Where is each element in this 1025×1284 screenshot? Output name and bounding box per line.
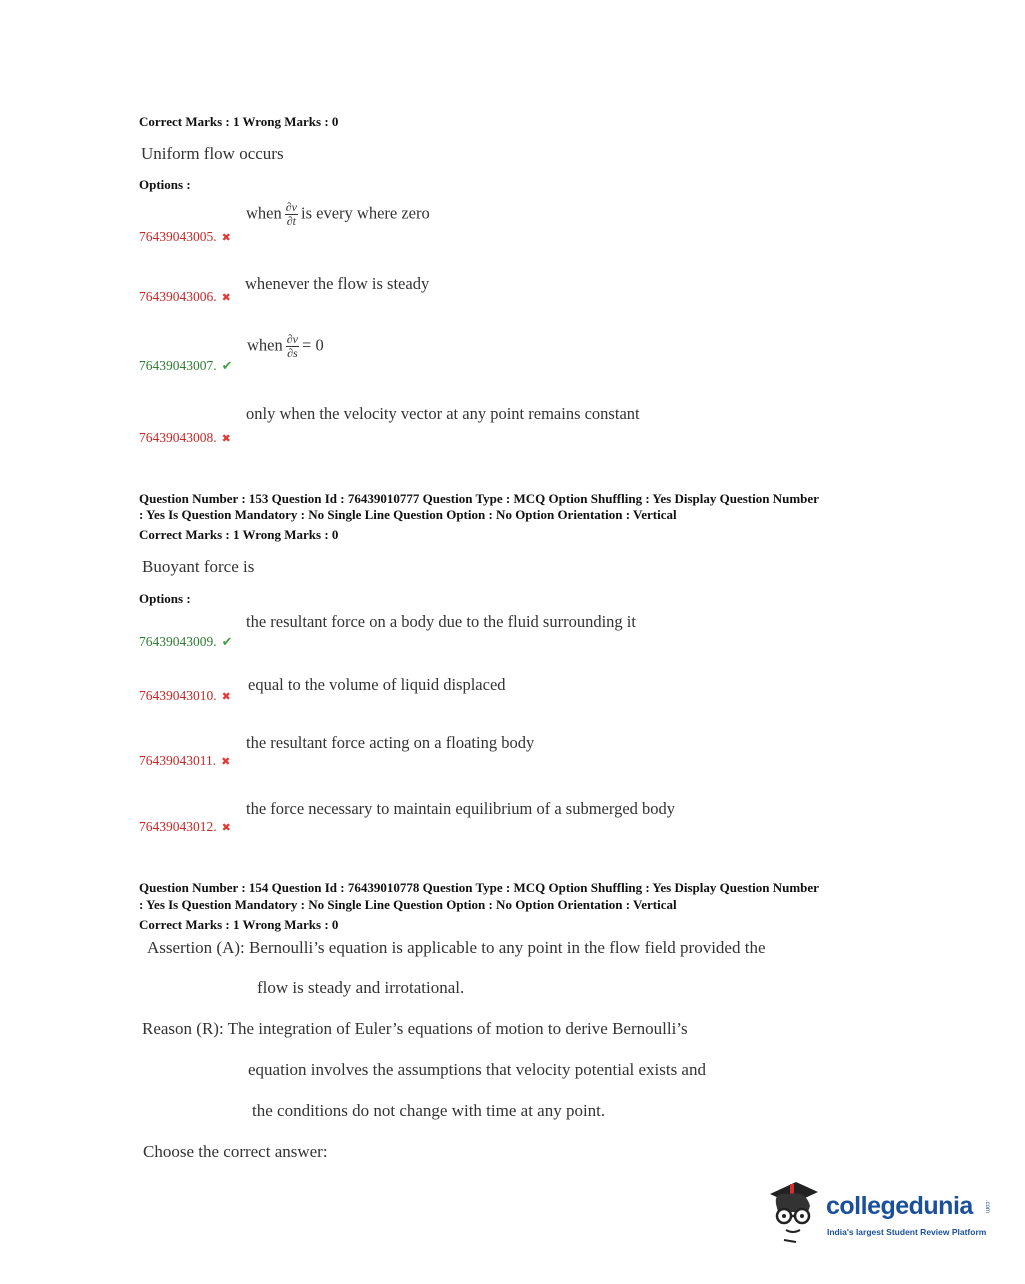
collegedunia-mascot-icon	[766, 1178, 824, 1244]
option-suffix: = 0	[302, 335, 324, 355]
wrong-mark-icon: ✖	[221, 822, 231, 834]
q153-header-line-2: : Yes Is Question Mandatory : No Single Line Question Option : No Option Orientation : Vertical	[139, 507, 677, 522]
q153-option-2-id	[139, 688, 231, 704]
q152-option-2-id	[139, 289, 231, 305]
option-prefix: when	[247, 335, 283, 355]
q153-option-3-id	[139, 753, 230, 769]
q152-option-3-id	[139, 358, 233, 374]
q154-choose-prompt: Choose the correct answer:	[143, 1142, 328, 1161]
partial-derivative-fraction	[285, 201, 298, 228]
check-mark-icon: ✔	[221, 358, 233, 373]
option-id: 76439043010.	[139, 688, 217, 703]
q154-reason-line-2: equation involves the assumptions that velocity potential exists and	[248, 1060, 706, 1079]
q154-reason-line-3: the conditions do not change with time at any point.	[252, 1101, 606, 1120]
option-id: 76439043006.	[139, 289, 217, 304]
q152-option-3-text	[247, 333, 324, 360]
q154-assertion-line-1: Assertion (A): Bernoulli’s equation is applicable to any point in the flow field provided the	[147, 938, 766, 957]
q153-option-4-text: the force necessary to maintain equilibrium of a submerged body	[246, 799, 676, 818]
q153-option-1-text: the resultant force on a body due to the fluid surrounding it	[246, 612, 636, 631]
q153-option-1-id	[139, 634, 233, 650]
q153-option-2-text: equal to the volume of liquid displaced	[248, 675, 506, 694]
check-mark-icon: ✔	[221, 634, 233, 649]
option-suffix: is every where zero	[301, 203, 430, 223]
collegedunia-logo-text: collegedunia	[826, 1192, 973, 1220]
fraction-numerator: ∂v	[285, 200, 298, 214]
collegedunia-logo-com: .com	[984, 1200, 990, 1214]
partial-derivative-fraction	[286, 333, 299, 360]
q152-option-1-id	[139, 229, 231, 245]
q153-options-label: Options :	[139, 591, 191, 606]
q152-option-1-text	[246, 201, 430, 228]
q153-header-line-1: Question Number : 153 Question Id : 76439010777 Question Type : MCQ Option Shuffling : Yes Display Question Number	[139, 491, 819, 506]
option-prefix: when	[246, 203, 282, 223]
q153-question-text: Buoyant force is	[142, 557, 255, 576]
option-id: 76439043005.	[139, 229, 217, 244]
option-id: 76439043012.	[139, 819, 217, 834]
q154-header-line-1: Question Number : 154 Question Id : 76439010778 Question Type : MCQ Option Shuffling : Yes Display Question Number	[139, 880, 819, 895]
q152-option-2-text: whenever the flow is steady	[245, 274, 430, 293]
wrong-mark-icon: ✖	[221, 232, 231, 244]
wrong-mark-icon: ✖	[221, 691, 231, 703]
q152-question-text: Uniform flow occurs	[141, 144, 284, 163]
q154-assertion-line-2: flow is steady and irrotational.	[257, 978, 465, 997]
q152-marks: Correct Marks : 1 Wrong Marks : 0	[139, 114, 339, 129]
q152-option-4-id	[139, 430, 231, 446]
q153-option-4-id	[139, 819, 231, 835]
option-id: 76439043007.	[139, 358, 217, 373]
option-id: 76439043008.	[139, 430, 217, 445]
option-id: 76439043011.	[139, 753, 217, 768]
q154-marks: Correct Marks : 1 Wrong Marks : 0	[139, 917, 339, 932]
q152-option-4-text: only when the velocity vector at any point remains constant	[246, 404, 640, 423]
fraction-denominator: ∂s	[287, 346, 298, 360]
wrong-mark-icon: ✖	[221, 756, 231, 768]
q154-reason-line-1: Reason (R): The integration of Euler’s equations of motion to derive Bernoulli’s	[142, 1019, 688, 1038]
wrong-mark-icon: ✖	[221, 433, 231, 445]
option-id: 76439043009.	[139, 634, 217, 649]
q152-options-label: Options :	[139, 177, 191, 192]
q154-header-line-2: : Yes Is Question Mandatory : No Single Line Question Option : No Option Orientation : Vertical	[139, 897, 677, 912]
fraction-numerator: ∂v	[286, 332, 299, 346]
q153-marks: Correct Marks : 1 Wrong Marks : 0	[139, 527, 339, 542]
q153-option-3-text: the resultant force acting on a floating body	[246, 733, 535, 752]
fraction-denominator: ∂t	[286, 214, 297, 228]
wrong-mark-icon: ✖	[221, 292, 231, 304]
collegedunia-tagline: India's largest Student Review Platform	[827, 1227, 987, 1237]
